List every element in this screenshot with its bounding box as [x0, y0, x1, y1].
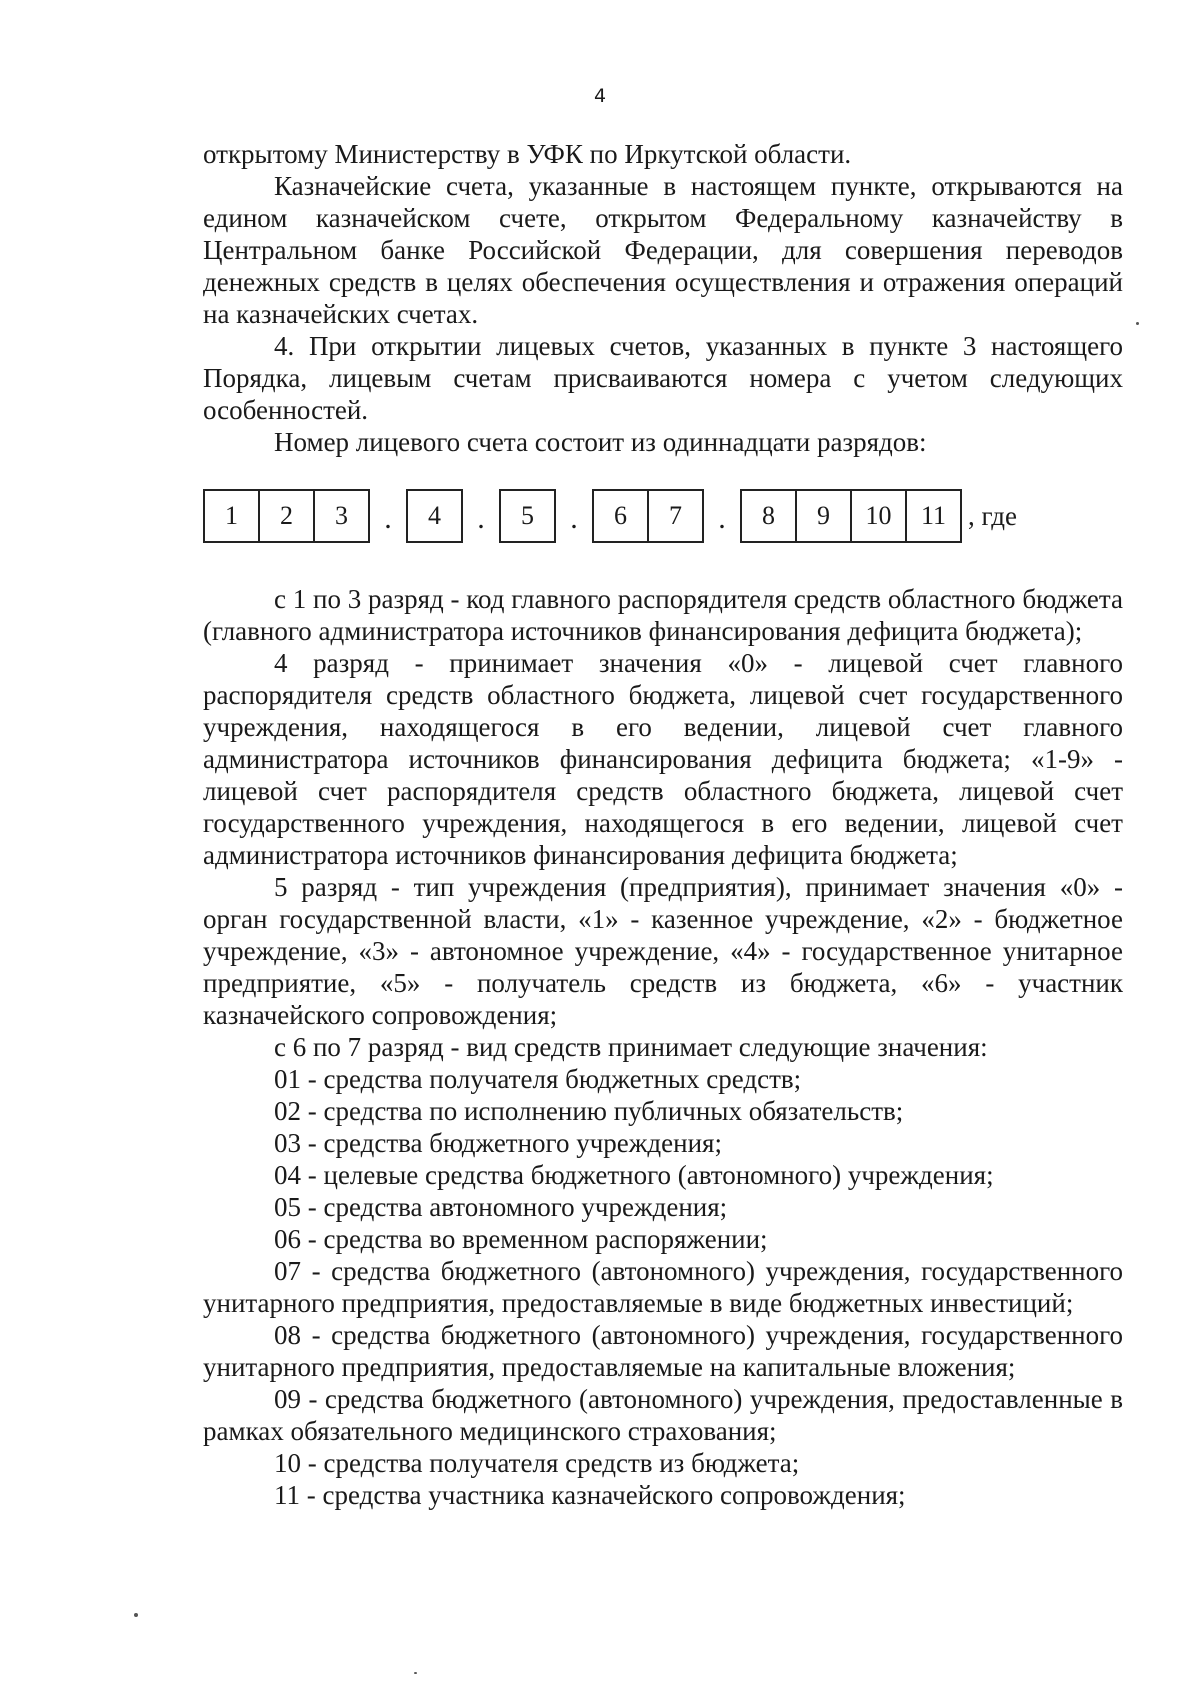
- list-item: 03 - средства бюджетного учреждения;: [274, 1128, 722, 1158]
- list-item: 11 - средства участника казначейского сопровождения;: [274, 1480, 906, 1510]
- paragraph: открытому Министерству в УФК по Иркутской области.: [203, 139, 852, 169]
- list-item: 01 - средства получателя бюджетных средств;: [274, 1064, 802, 1094]
- list-item: 09 - средства бюджетного (автономного) учреждения, предоставленные в рамках обязательного медицинского страхования;: [203, 1384, 1123, 1446]
- list-item: 10 - средства получателя средств из бюджета;: [274, 1448, 800, 1478]
- paragraph: 4. При открытии лицевых счетов, указанных в пункте 3 настоящего Порядка, лицевым счетам присваиваются номера с учетом следующих особенностей.: [203, 331, 1123, 425]
- digit-cell: 2: [260, 491, 315, 541]
- list-item: 08 - средства бюджетного (автономного) учреждения, государственного унитарного предприятия, предоставляемые на капитальные вложения;: [203, 1320, 1123, 1382]
- digit-cell: 11: [920, 501, 947, 530]
- separator: .: [384, 502, 392, 535]
- paragraph: Казначейские счета, указанные в настоящем пункте, открываются на едином казначейском счете, открытом Федеральному казначейству в Центральном банке Российской Федерации, для совершения переводов денежных средств в целях обеспечения осуществления и отражения операций на казначейских счетах.: [203, 171, 1123, 329]
- list-item: 05 - средства автономного учреждения;: [274, 1192, 728, 1222]
- digit-cell: 6: [594, 491, 649, 541]
- digit-group: [203, 489, 370, 543]
- scheme-suffix: , где: [968, 501, 1017, 531]
- digit-group: [499, 489, 556, 543]
- separator: .: [570, 502, 578, 535]
- digit-cell: 9: [797, 491, 852, 541]
- paragraph: 4 разряд - принимает значения «0» - лицевой счет главного распорядителя средств областного бюджета, лицевой счет государственного учреждения, находящегося в его ведении, лицевой счет главного администратора источников финансирования дефицита бюджета; «1-9» - лицевой счет распорядителя средств областного бюджета, лицевой счет государственного учреждения, находящегося в его ведении, лицевой счет администратора источников финансирования дефицита бюджета;: [203, 648, 1123, 870]
- digit-cell: 4: [428, 501, 441, 530]
- digit-cell: 8: [742, 491, 797, 541]
- digit-cell: 7: [669, 501, 682, 530]
- digit-group: [592, 489, 704, 543]
- paragraph: 5 разряд - тип учреждения (предприятия), принимает значения «0» - орган государственной власти, «1» - казенное учреждение, «2» - бюджетное учреждение, «3» - автономное учреждение, «4» - государственное унитарное предприятие, «5» - получатель средств из бюджета, «6» - участник казначейского сопровождения;: [203, 872, 1123, 1030]
- list-item: 06 - средства во временном распоряжении;: [274, 1224, 768, 1254]
- digit-cell: 10: [852, 491, 907, 541]
- separator: .: [477, 502, 485, 535]
- account-number-scheme: [203, 490, 1017, 542]
- page-number: 4: [593, 85, 607, 107]
- separator: .: [718, 502, 726, 535]
- list-item: 07 - средства бюджетного (автономного) учреждения, государственного унитарного предприятия, предоставляемые в виде бюджетных инвестиций;: [203, 1256, 1123, 1318]
- scan-speck: [414, 1672, 417, 1674]
- paragraph: Номер лицевого счета состоит из одиннадцати разрядов:: [274, 427, 927, 457]
- digit-cell: 1: [205, 491, 260, 541]
- intro-section: [203, 138, 1123, 458]
- scan-speck: [1136, 322, 1139, 325]
- paragraph: с 6 по 7 разряд - вид средств принимает следующие значения:: [274, 1032, 988, 1062]
- digit-group: [740, 489, 962, 543]
- digit-descriptions-section: [203, 583, 1123, 1511]
- digit-group: [406, 489, 463, 543]
- list-item: 02 - средства по исполнению публичных обязательств;: [274, 1096, 904, 1126]
- paragraph: с 1 по 3 разряд - код главного распорядителя средств областного бюджета (главного администратора источников финансирования дефицита бюджета);: [203, 584, 1123, 646]
- list-item: 04 - целевые средства бюджетного (автономного) учреждения;: [274, 1160, 994, 1190]
- digit-cell: 5: [521, 501, 534, 530]
- digit-cell: 3: [335, 501, 348, 530]
- scan-speck: [134, 1613, 138, 1617]
